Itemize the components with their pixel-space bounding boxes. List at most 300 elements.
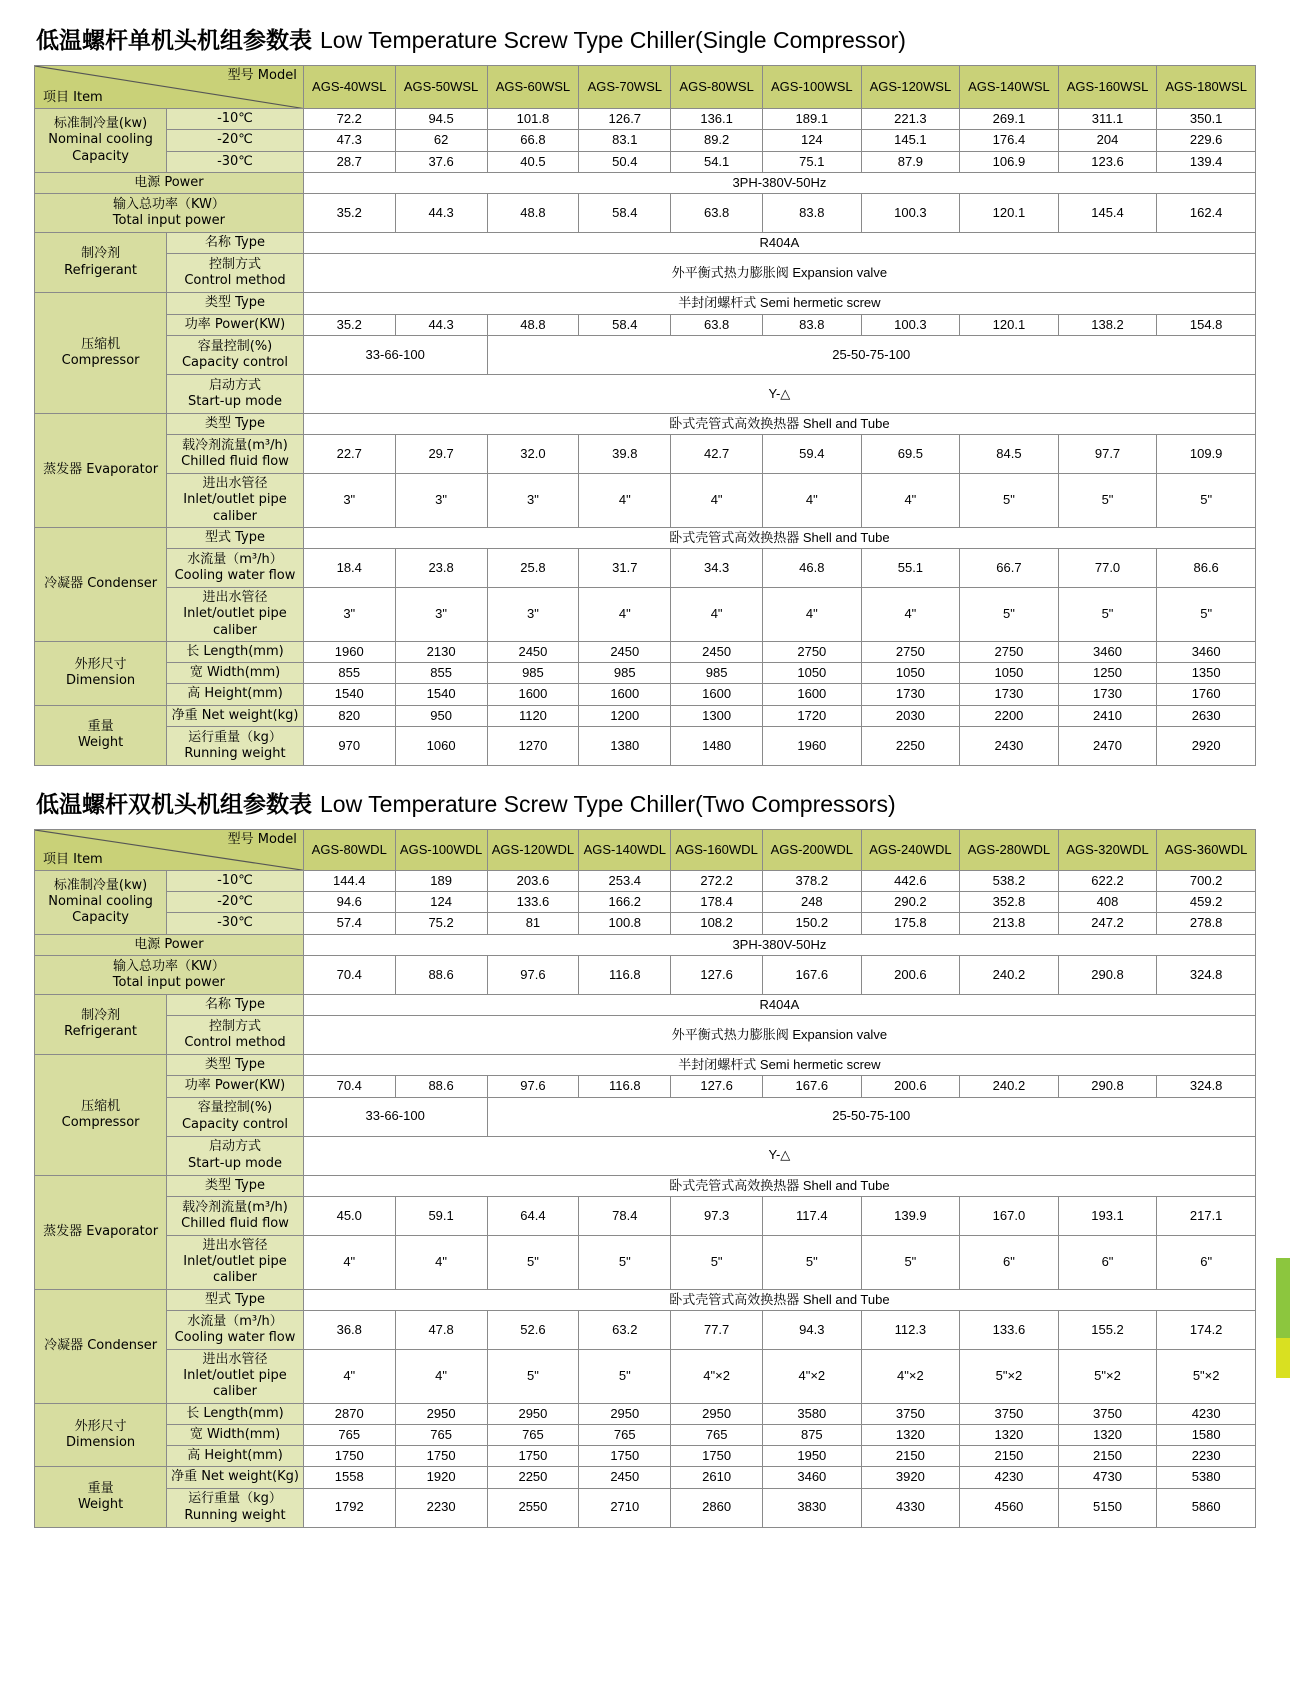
cell: 63.8	[671, 314, 763, 335]
table-row	[35, 892, 1256, 913]
model-header: AGS-160WDL	[671, 829, 763, 870]
cell: 59.4	[763, 435, 862, 474]
cell: 1050	[763, 663, 862, 684]
cell: 22.7	[303, 435, 395, 474]
page-edge-tab-green	[1276, 1258, 1290, 1338]
cell: 72.2	[303, 109, 395, 130]
table-row	[35, 1289, 1256, 1310]
cell: 2130	[395, 641, 487, 662]
table-row	[35, 151, 1256, 172]
cell: 4"×2	[861, 1349, 960, 1403]
cell: 3"	[303, 588, 395, 642]
cell: 109.9	[1157, 435, 1256, 474]
table-row	[35, 641, 1256, 662]
cell: 59.1	[395, 1196, 487, 1235]
cell: 28.7	[303, 151, 395, 172]
cell: 765	[671, 1424, 763, 1445]
cell-power-value: 3PH-380V-50Hz	[303, 934, 1255, 955]
cell: 106.9	[960, 151, 1059, 172]
table-row	[35, 527, 1256, 548]
cell: 47.8	[395, 1310, 487, 1349]
row-label-weight: 重量 Weight	[35, 1467, 167, 1527]
cell: 1270	[487, 726, 579, 765]
cell: 2470	[1058, 726, 1157, 765]
row-label-temp-30: -30℃	[167, 913, 304, 934]
cell: 1540	[395, 684, 487, 705]
cell: 5"	[1157, 588, 1256, 642]
cell: 5"	[579, 1349, 671, 1403]
cell: 408	[1058, 892, 1157, 913]
cell: 5"	[960, 474, 1059, 528]
cell: 86.6	[1157, 549, 1256, 588]
cell: 4"×2	[671, 1349, 763, 1403]
cell: 2610	[671, 1467, 763, 1488]
cell: 950	[395, 705, 487, 726]
cell: 4"	[395, 1235, 487, 1289]
cell: 167.6	[763, 1076, 862, 1097]
table-row	[35, 934, 1256, 955]
cell: 204	[1058, 130, 1157, 151]
cell: 2450	[487, 641, 579, 662]
cell: 87.9	[861, 151, 960, 172]
row-label-height: 高 Height(mm)	[167, 684, 304, 705]
cell: 126.7	[579, 109, 671, 130]
row-label-running-weight: 运行重量（kg） Running weight	[167, 726, 304, 765]
cell: 1750	[487, 1446, 579, 1467]
cell: 81	[487, 913, 579, 934]
cell: 155.2	[1058, 1310, 1157, 1349]
cell: 200.6	[861, 955, 960, 994]
cell: 150.2	[763, 913, 862, 934]
cell: 58.4	[579, 314, 671, 335]
cell: 5"	[487, 1349, 579, 1403]
table-row	[35, 913, 1256, 934]
row-label-dimension: 外形尺寸 Dimension	[35, 1403, 167, 1467]
cell: 6"	[1157, 1235, 1256, 1289]
table-row	[35, 435, 1256, 474]
cell-evaporator-type: 卧式壳管式高效换热器 Shell and Tube	[303, 1175, 1255, 1196]
cell: 4"	[861, 588, 960, 642]
cell: 2920	[1157, 726, 1256, 765]
cell: 4"	[579, 588, 671, 642]
cell: 193.1	[1058, 1196, 1157, 1235]
row-label-evaporator: 蒸发器 Evaporator	[35, 413, 167, 527]
model-header: AGS-360WDL	[1157, 829, 1256, 870]
cell: 4"×2	[763, 1349, 862, 1403]
row-label-temp-20: -20℃	[167, 130, 304, 151]
cell: 127.6	[671, 1076, 763, 1097]
cell: 855	[303, 663, 395, 684]
model-header: AGS-120WDL	[487, 829, 579, 870]
cell: 94.3	[763, 1310, 862, 1349]
cell: 1320	[960, 1424, 1059, 1445]
cell: 2710	[579, 1488, 671, 1527]
cell: 2250	[487, 1467, 579, 1488]
table-row	[35, 1136, 1256, 1175]
table-row	[35, 1235, 1256, 1289]
cell: 120.1	[960, 194, 1059, 233]
cell-control-method: 外平衡式热力膨胀阀 Expansion valve	[303, 1016, 1255, 1055]
cell: 2450	[579, 1467, 671, 1488]
row-label-evaporator: 蒸发器 Evaporator	[35, 1175, 167, 1289]
cell: 83.8	[763, 314, 862, 335]
cell: 84.5	[960, 435, 1059, 474]
cell: 1480	[671, 726, 763, 765]
cell: 3"	[395, 474, 487, 528]
cell: 324.8	[1157, 955, 1256, 994]
table-row	[35, 1424, 1256, 1445]
cell: 765	[303, 1424, 395, 1445]
cell: 350.1	[1157, 109, 1256, 130]
section-spacer	[34, 766, 1256, 786]
cell-capacity-control-b: 25-50-75-100	[487, 335, 1255, 374]
row-label-condenser: 冷凝器 Condenser	[35, 527, 167, 641]
section1-title-en: Low Temperature Screw Type Chiller(Single Compressor)	[320, 27, 906, 53]
corner-item-label: 项目 Item	[43, 89, 103, 105]
cell: 6"	[960, 1235, 1059, 1289]
row-label-refrigerant-type: 名称 Type	[167, 233, 304, 254]
cell: 100.3	[861, 194, 960, 233]
cell: 5"×2	[960, 1349, 1059, 1403]
row-label-temp-20: -20℃	[167, 892, 304, 913]
cell: 538.2	[960, 870, 1059, 891]
cell: 116.8	[579, 955, 671, 994]
cell: 97.3	[671, 1196, 763, 1235]
cell: 2750	[960, 641, 1059, 662]
row-label-width: 宽 Width(mm)	[167, 1424, 304, 1445]
cell: 240.2	[960, 955, 1059, 994]
cell: 32.0	[487, 435, 579, 474]
cell: 3750	[960, 1403, 1059, 1424]
table-row	[35, 374, 1256, 413]
model-header: AGS-70WSL	[579, 66, 671, 109]
cell: 77.0	[1058, 549, 1157, 588]
two-compressor-table	[34, 829, 1256, 1528]
model-header: AGS-320WDL	[1058, 829, 1157, 870]
cell: 459.2	[1157, 892, 1256, 913]
row-label-cooling-water-flow: 水流量（m³/h） Cooling water flow	[167, 549, 304, 588]
cell: 55.1	[861, 549, 960, 588]
section2-title-cn: 低温螺杆双机头机组参数表	[36, 791, 312, 818]
cell: 101.8	[487, 109, 579, 130]
cell: 78.4	[579, 1196, 671, 1235]
cell: 139.4	[1157, 151, 1256, 172]
cell: 6"	[1058, 1235, 1157, 1289]
row-label-width: 宽 Width(mm)	[167, 663, 304, 684]
cell: 63.2	[579, 1310, 671, 1349]
row-label-control-method: 控制方式 Control method	[167, 1016, 304, 1055]
cell: 70.4	[303, 955, 395, 994]
cell: 765	[579, 1424, 671, 1445]
model-header: AGS-160WSL	[1058, 66, 1157, 109]
cell: 39.8	[579, 435, 671, 474]
cell: 44.3	[395, 194, 487, 233]
row-label-condenser: 冷凝器 Condenser	[35, 1289, 167, 1403]
cell: 213.8	[960, 913, 1059, 934]
row-label-condenser-type: 型式 Type	[167, 1289, 304, 1310]
cell: 1380	[579, 726, 671, 765]
cell: 88.6	[395, 1076, 487, 1097]
cell-compressor-type: 半封闭螺杆式 Semi hermetic screw	[303, 1055, 1255, 1076]
cell: 290.2	[861, 892, 960, 913]
cell: 3460	[763, 1467, 862, 1488]
cell: 52.6	[487, 1310, 579, 1349]
row-label-evaporator-type: 类型 Type	[167, 413, 304, 434]
cell: 69.5	[861, 435, 960, 474]
cell: 46.8	[763, 549, 862, 588]
corner-model-label: 型号 Model	[227, 68, 297, 83]
cell: 2150	[861, 1446, 960, 1467]
cell: 138.2	[1058, 314, 1157, 335]
cell: 5"×2	[1157, 1349, 1256, 1403]
cell: 189.1	[763, 109, 862, 130]
table-row	[35, 1488, 1256, 1527]
cell: 2870	[303, 1403, 395, 1424]
cell: 2750	[861, 641, 960, 662]
cell: 174.2	[1157, 1310, 1256, 1349]
cell: 117.4	[763, 1196, 862, 1235]
row-label-power: 电源 Power	[35, 934, 304, 955]
cell: 2950	[671, 1403, 763, 1424]
cell: 4"	[861, 474, 960, 528]
row-label-condenser-type: 型式 Type	[167, 527, 304, 548]
cell: 378.2	[763, 870, 862, 891]
row-label-nominal-capacity: 标准制冷量(kw) Nominal cooling Capacity	[35, 109, 167, 173]
row-label-nominal-capacity: 标准制冷量(kw) Nominal cooling Capacity	[35, 870, 167, 934]
cell: 4730	[1058, 1467, 1157, 1488]
cell: 1730	[960, 684, 1059, 705]
cell: 75.1	[763, 151, 862, 172]
cell: 2150	[960, 1446, 1059, 1467]
table-row	[35, 130, 1256, 151]
cell: 4560	[960, 1488, 1059, 1527]
cell: 247.2	[1058, 913, 1157, 934]
model-header: AGS-280WDL	[960, 829, 1059, 870]
table-row	[35, 663, 1256, 684]
cell-power-value: 3PH-380V-50Hz	[303, 172, 1255, 193]
table-row	[35, 1310, 1256, 1349]
model-header: AGS-80WDL	[303, 829, 395, 870]
cell: 1540	[303, 684, 395, 705]
row-label-compressor: 压缩机 Compressor	[35, 1055, 167, 1176]
cell: 31.7	[579, 549, 671, 588]
cell: 47.3	[303, 130, 395, 151]
cell: 5860	[1157, 1488, 1256, 1527]
row-label-temp-10: -10℃	[167, 109, 304, 130]
cell: 985	[671, 663, 763, 684]
cell: 88.6	[395, 955, 487, 994]
corner-header-cell	[35, 829, 304, 870]
cell: 1250	[1058, 663, 1157, 684]
cell: 3"	[303, 474, 395, 528]
cell: 75.2	[395, 913, 487, 934]
cell: 62	[395, 130, 487, 151]
cell-refrigerant-type: R404A	[303, 994, 1255, 1015]
cell: 240.2	[960, 1076, 1059, 1097]
cell: 34.3	[671, 549, 763, 588]
cell: 2150	[1058, 1446, 1157, 1467]
cell-capacity-control-b: 25-50-75-100	[487, 1097, 1255, 1136]
cell: 1320	[861, 1424, 960, 1445]
cell-capacity-control-a: 33-66-100	[303, 335, 487, 374]
table-row	[35, 1016, 1256, 1055]
cell: 5"	[1058, 474, 1157, 528]
cell: 203.6	[487, 870, 579, 891]
row-label-length: 长 Length(mm)	[167, 641, 304, 662]
row-label-evaporator-pipe: 进出水管径 Inlet/outlet pipe caliber	[167, 1235, 304, 1289]
cell-refrigerant-type: R404A	[303, 233, 1255, 254]
cell: 145.1	[861, 130, 960, 151]
cell: 167.6	[763, 955, 862, 994]
cell: 3460	[1157, 641, 1256, 662]
table-row	[35, 1467, 1256, 1488]
cell: 4"	[303, 1235, 395, 1289]
cell: 48.8	[487, 194, 579, 233]
cell: 1720	[763, 705, 862, 726]
model-header: AGS-180WSL	[1157, 66, 1256, 109]
cell: 2230	[395, 1488, 487, 1527]
cell: 70.4	[303, 1076, 395, 1097]
row-label-chilled-fluid-flow: 载冷剂流量(m³/h) Chilled fluid flow	[167, 435, 304, 474]
cell: 89.2	[671, 130, 763, 151]
single-compressor-table	[34, 65, 1256, 766]
cell: 4"	[303, 1349, 395, 1403]
cell: 112.3	[861, 1310, 960, 1349]
cell: 1050	[861, 663, 960, 684]
cell: 133.6	[960, 1310, 1059, 1349]
model-header: AGS-50WSL	[395, 66, 487, 109]
cell: 45.0	[303, 1196, 395, 1235]
row-label-power: 电源 Power	[35, 172, 304, 193]
model-header: AGS-140WSL	[960, 66, 1059, 109]
model-header: AGS-40WSL	[303, 66, 395, 109]
cell: 66.7	[960, 549, 1059, 588]
cell: 2950	[487, 1403, 579, 1424]
cell: 5"	[960, 588, 1059, 642]
cell: 820	[303, 705, 395, 726]
cell: 3750	[861, 1403, 960, 1424]
table-row	[35, 1055, 1256, 1076]
cell: 2950	[395, 1403, 487, 1424]
table-row	[35, 413, 1256, 434]
table-row	[35, 254, 1256, 293]
section1-title-cn: 低温螺杆单机头机组参数表	[36, 28, 312, 54]
cell: 123.6	[1058, 151, 1157, 172]
row-label-chilled-fluid-flow: 载冷剂流量(m³/h) Chilled fluid flow	[167, 1196, 304, 1235]
cell: 139.9	[861, 1196, 960, 1235]
cell: 3920	[861, 1467, 960, 1488]
table-row	[35, 109, 1256, 130]
cell: 2860	[671, 1488, 763, 1527]
cell: 5"	[579, 1235, 671, 1289]
cell: 229.6	[1157, 130, 1256, 151]
cell: 1580	[1157, 1424, 1256, 1445]
cell: 50.4	[579, 151, 671, 172]
model-header: AGS-80WSL	[671, 66, 763, 109]
cell: 4"	[395, 1349, 487, 1403]
cell-condenser-type: 卧式壳管式高效换热器 Shell and Tube	[303, 527, 1255, 548]
model-header: AGS-240WDL	[861, 829, 960, 870]
row-label-control-method: 控制方式 Control method	[167, 254, 304, 293]
cell: 18.4	[303, 549, 395, 588]
cell: 2450	[579, 641, 671, 662]
table-row	[35, 955, 1256, 994]
cell-startup-mode: Y-△	[303, 1136, 1255, 1175]
cell: 269.1	[960, 109, 1059, 130]
cell: 875	[763, 1424, 862, 1445]
cell: 5"	[671, 1235, 763, 1289]
cell: 1558	[303, 1467, 395, 1488]
cell: 136.1	[671, 109, 763, 130]
cell: 1600	[763, 684, 862, 705]
cell-evaporator-type: 卧式壳管式高效换热器 Shell and Tube	[303, 413, 1255, 434]
cell: 290.8	[1058, 955, 1157, 994]
cell: 1320	[1058, 1424, 1157, 1445]
table-row	[35, 335, 1256, 374]
cell: 145.4	[1058, 194, 1157, 233]
cell: 352.8	[960, 892, 1059, 913]
cell: 1920	[395, 1467, 487, 1488]
cell: 4"	[763, 474, 862, 528]
cell: 5"	[487, 1235, 579, 1289]
cell: 175.8	[861, 913, 960, 934]
cell: 83.1	[579, 130, 671, 151]
cell: 765	[395, 1424, 487, 1445]
row-label-running-weight: 运行重量（kg） Running weight	[167, 1488, 304, 1527]
row-label-total-input-power: 输入总功率（KW） Total input power	[35, 194, 304, 233]
cell-control-method: 外平衡式热力膨胀阀 Expansion valve	[303, 254, 1255, 293]
row-label-temp-30: -30℃	[167, 151, 304, 172]
cell: 217.1	[1157, 1196, 1256, 1235]
cell: 154.8	[1157, 314, 1256, 335]
cell: 100.3	[861, 314, 960, 335]
cell: 2430	[960, 726, 1059, 765]
cell: 4230	[1157, 1403, 1256, 1424]
table-row	[35, 1196, 1256, 1235]
cell: 5"	[763, 1235, 862, 1289]
table-header-row	[35, 829, 1256, 870]
cell-condenser-type: 卧式壳管式高效换热器 Shell and Tube	[303, 1289, 1255, 1310]
cell: 4"	[671, 474, 763, 528]
cell: 622.2	[1058, 870, 1157, 891]
cell: 2750	[763, 641, 862, 662]
row-label-compressor-type: 类型 Type	[167, 293, 304, 314]
cell: 970	[303, 726, 395, 765]
cell-startup-mode: Y-△	[303, 374, 1255, 413]
cell: 700.2	[1157, 870, 1256, 891]
cell: 35.2	[303, 314, 395, 335]
cell: 94.6	[303, 892, 395, 913]
cell: 1750	[303, 1446, 395, 1467]
cell: 2230	[1157, 1446, 1256, 1467]
cell: 278.8	[1157, 913, 1256, 934]
model-header: AGS-100WSL	[763, 66, 862, 109]
cell: 3"	[395, 588, 487, 642]
cell: 66.8	[487, 130, 579, 151]
cell-capacity-control-a: 33-66-100	[303, 1097, 487, 1136]
table-row	[35, 994, 1256, 1015]
cell: 116.8	[579, 1076, 671, 1097]
cell: 54.1	[671, 151, 763, 172]
cell: 1750	[395, 1446, 487, 1467]
table-row	[35, 172, 1256, 193]
cell: 290.8	[1058, 1076, 1157, 1097]
cell: 1730	[861, 684, 960, 705]
cell: 167.0	[960, 1196, 1059, 1235]
row-label-refrigerant-type: 名称 Type	[167, 994, 304, 1015]
model-header: AGS-140WDL	[579, 829, 671, 870]
cell: 272.2	[671, 870, 763, 891]
